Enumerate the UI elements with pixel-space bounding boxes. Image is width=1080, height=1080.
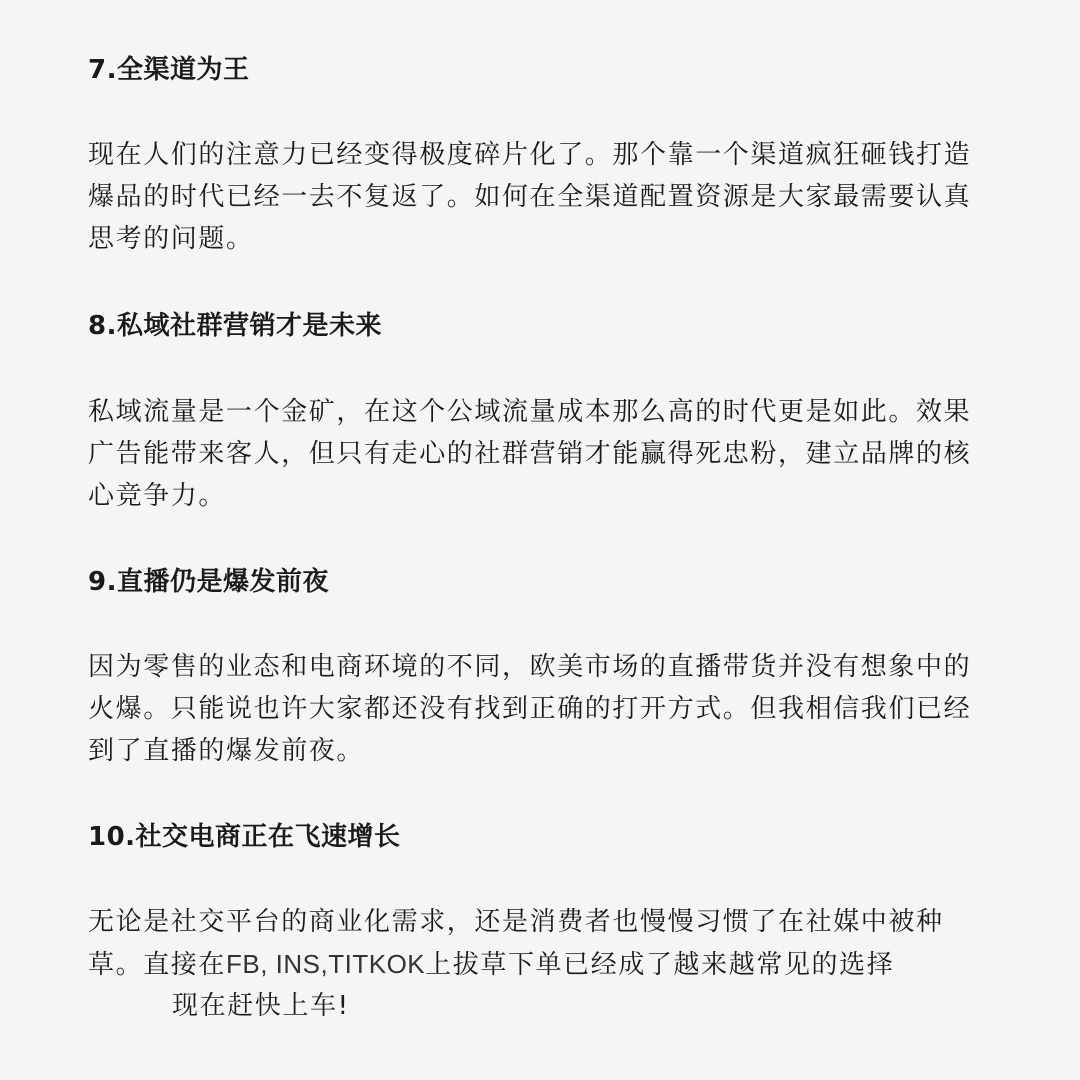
section-8-line-2: 广告能带来客人，但只有走心的社群营销才能赢得死忠粉，建立品牌的核 xyxy=(88,439,972,469)
section-heading-9: 9.直播仍是爆发前夜 xyxy=(88,567,329,597)
section-9-line-3: 到了直播的爆发前夜。 xyxy=(88,736,365,766)
platform-names: FB, INS,TITKOK xyxy=(226,949,426,979)
erased-text-overlay xyxy=(910,948,1080,1058)
section-10-line-2-tail: 上拔草下单已经成了越来越常见的选择 xyxy=(425,950,895,980)
section-7-line-3: 思考的问题。 xyxy=(88,224,254,254)
section-7-line-1: 现在人们的注意力已经变得极度碎片化了。那个靠一个渠道疯狂砸钱打造 xyxy=(88,140,972,170)
section-9-line-2: 火爆。只能说也许大家都还没有找到正确的打开方式。但我相信我们已经 xyxy=(88,694,972,724)
section-10-line-2 xyxy=(88,947,894,982)
section-heading-8: 8.私域社群营销才是未来 xyxy=(88,311,382,341)
section-9-line-1: 因为零售的业态和电商环境的不同，欧美市场的直播带货并没有想象中的 xyxy=(88,652,972,682)
section-8-line-1: 私域流量是一个金矿，在这个公域流量成本那么高的时代更是如此。效果 xyxy=(88,397,972,427)
section-10-line-2-lead: 草。直接在 xyxy=(88,950,227,980)
section-7-line-2: 爆品的时代已经一去不复返了。如何在全渠道配置资源是大家最需要认真 xyxy=(88,182,972,212)
section-10-line-1: 无论是社交平台的商业化需求，还是消费者也慢慢习惯了在社媒中被种 xyxy=(88,907,944,937)
section-10-line-3: 现在赶快上车! xyxy=(172,991,350,1021)
section-heading-7: 7.全渠道为王 xyxy=(88,55,250,85)
section-8-line-3: 心竞争力。 xyxy=(88,481,227,511)
section-heading-10: 10.社交电商正在飞速增长 xyxy=(88,822,401,852)
